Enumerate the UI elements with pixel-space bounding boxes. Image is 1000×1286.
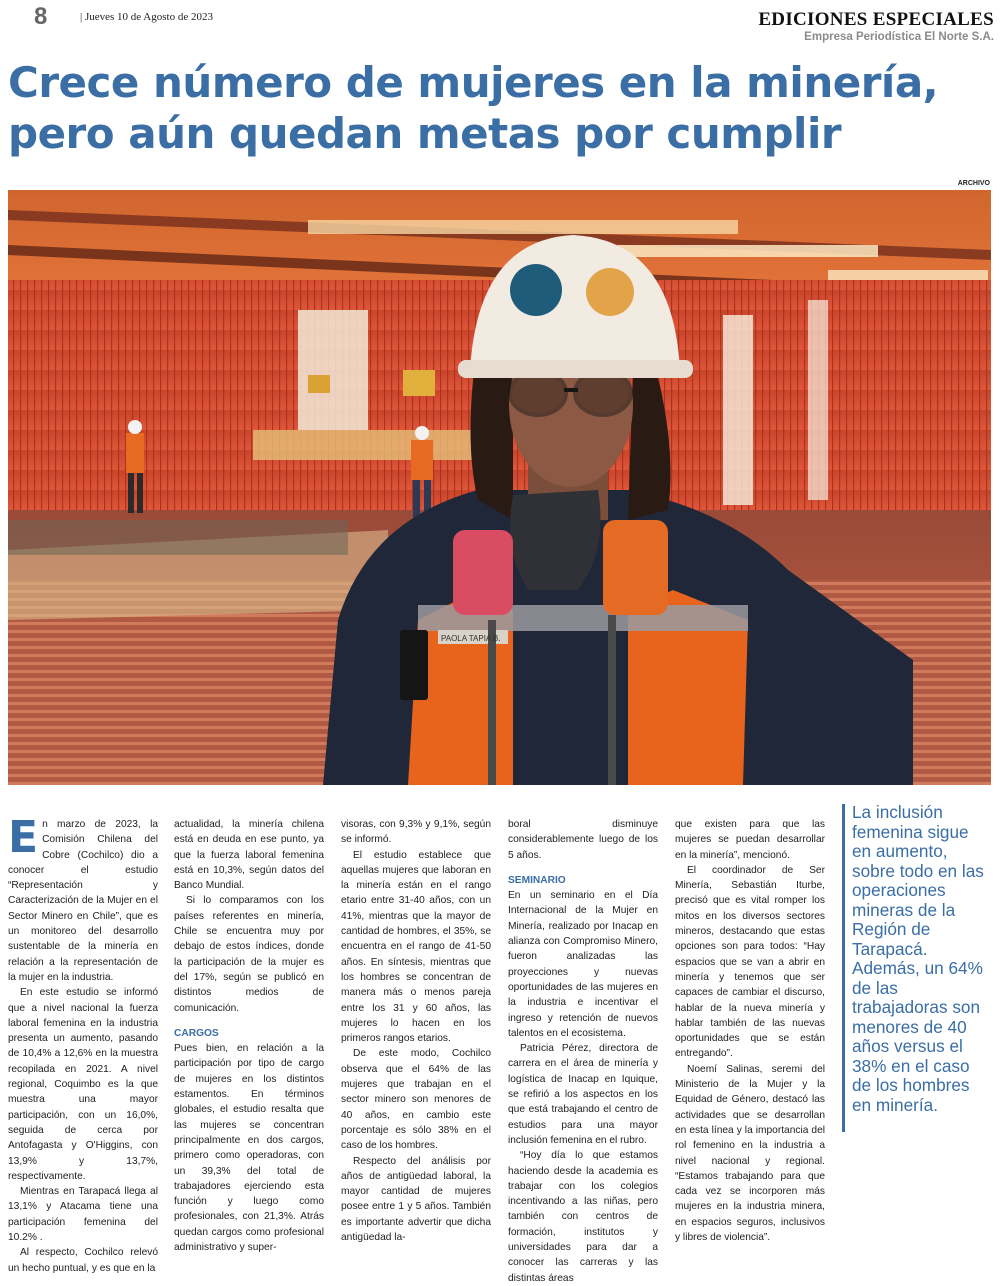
- issue-date: | Jueves 10 de Agosto de 2023: [80, 11, 213, 23]
- paragraph: Pues bien, en relación a la participación por tipo de cargo de mujeres en los distintos estamentos. En términos globales, el estudio resalta que las mujeres se concentran principalmente en dos cargos, primero como operadoras, con un 39,3% del total de trabajadores ejerciendo esta función y luego como profesionales, con 21,3%. Atrás quedan cargos como profesional administrativo y super-: [174, 1043, 324, 1254]
- page-number: 8: [34, 3, 48, 30]
- section-title: EDICIONES ESPECIALES: [758, 9, 994, 30]
- paragraph: El coordinador de Ser Minería, Sebastián Iturbe, precisó que es vital romper los mitos en los diversos sectores mineros, destacando que estas opciones son para todos: “Hay espacios que se van a abrir en minería y tenemos que ser capaces de cambiar el discurso, hablar de la nueva minería y hablar también de las nuevas oportunidades que se están entregando”.: [675, 864, 825, 1060]
- paragraph: “Hoy día lo que estamos haciendo desde la academia es trabajar con los colegios incentivando a las niñas, pero también con centros de formación, institutos y universidades para dar a conocer las carreras y las distintas áreas: [508, 1150, 658, 1284]
- pull-quote-rule: [842, 804, 845, 1132]
- paragraph: Mientras en Tarapacá llega al 13,1% y Atacama tiene una participación femenina del 10.2% .: [8, 1186, 158, 1244]
- paragraph: n marzo de 2023, la Comisión Chilena del Cobre (Cochilco) dio a conocer el estudio “Representación y Caracterización de la Mujer en el Sector Minero en Chile”, que es un monitoreo del desarrollo sustentable de la minería en relación a la representación de la mujer en la industria.: [8, 819, 158, 983]
- paragraph: En este estudio se informó que a nivel nacional la fuerza laboral femenina en la industria presenta un aumento, pasando de 10,4% a 12,6% en la muestra recopilada en 2021. A nivel regional, Coquimbo es la que muestra una mayor participación, con un 16,0%, seguida de cerca por Antofagasta y O'Higgins, con 13,9% y 13,7%, respectivamente.: [8, 987, 158, 1182]
- paragraph: En un seminario en el Día Internacional de la Mujer en Minería, realizado por Inacap en alianza con Compromiso Minero, fueron analizadas las proyecciones y nuevas oportunidades de las mujeres en la industria e incentivar el ingreso y retención de nuevos talentos en el ecosistema.: [508, 890, 658, 1039]
- pull-quote: La inclusión femenina sigue en aumento, sobre todo en las operaciones mineras de la Región de Tarapacá. Además, un 64% de las trabajadoras son menores de 40 años versus el 38% en el caso de los hombres en minería.: [852, 802, 984, 1115]
- article-column-2: [174, 817, 324, 1255]
- paragraph: Noemí Salinas, seremi del Ministerio de la Mujer y la Equidad de Género, destacó las actividades que se desarrollan en esta línea y la importancia del rol femenino en la industria a nivel nacional y regional. “Estamos trabajando para que cada vez se incorporen más mujeres en la industria minera, en espacios seguros, inclusivos y libres de violencia”.: [675, 1063, 825, 1244]
- subheading-seminario: SEMINARIO: [508, 874, 566, 886]
- paragraph: Patricia Pérez, directora de carrera en el área de minería y logística de Inacap en Iquique, se refirió a los aspectos en los que está trabajando el centro de estudios para una mayor inclusión femenina en el rubro.: [508, 1043, 658, 1146]
- paragraph: Si lo comparamos con los países referentes en minería, Chile se encuentra muy por debajo de estos índices, donde la participación de la mujer es del 17%, según se publicó en distintos medios de comunicación.: [174, 895, 324, 1014]
- paragraph: Al respecto, Cochilco relevó un hecho puntual, y es que en la: [8, 1247, 158, 1274]
- paragraph: que existen para que las mujeres se puedan desarrollar en la minería”, mencionó.: [675, 819, 825, 861]
- vest-name-tag: PAOLA TAPIA B.: [441, 634, 501, 643]
- article-column-4: [508, 817, 658, 1286]
- mine-worker-photo: [8, 190, 991, 785]
- headline-line-1: Crece número de mujeres en la minería,: [8, 58, 939, 107]
- paragraph: El estudio establece que aquellas mujeres que laboran en la minería están en el rango etario entre 31-40 años, con un 41%, mientras que la mayor de cantidad de hombres, el 35%, se encuentra en el rango de 41-50 años. En síntesis, mientras que los hombres se concentran de manera más o menos pareja entre los 31 y 60 años, las mujeres lo hacen en los primeros rangos etarios.: [341, 849, 491, 1045]
- paragraph: Respecto del análisis por años de antigüedad laboral, la mayor cantidad de mujeres posee entre 1 y 5 años. También es importante advertir que dicha antigüedad la-: [341, 1155, 491, 1244]
- paragraph: De este modo, Cochilco observa que el 64% de las mujeres que trabajan en el sector minero son menores de 40 años, en cambio este porcentaje es sólo 38% en el caso de los hombres.: [341, 1048, 491, 1152]
- article-column-1: [8, 812, 158, 1276]
- paragraph: boral disminuye considerablemente luego de los 5 años.: [508, 819, 658, 861]
- publisher-name: Empresa Periodística El Norte S.A.: [804, 31, 994, 43]
- article-column-5: [675, 817, 825, 1245]
- headline-line-2: pero aún quedan metas por cumplir: [8, 109, 842, 158]
- paragraph: visoras, con 9,3% y 9,1%, según se informó.: [341, 819, 491, 846]
- paragraph: actualidad, la minería chilena está en deuda en ese punto, ya que la fuerza laboral femenina está en 10,3%, según datos del Banco Mundial.: [174, 819, 324, 892]
- drop-cap: E: [8, 812, 39, 863]
- photo-credit: ARCHIVO: [957, 180, 990, 187]
- subheading-cargos: CARGOS: [174, 1027, 219, 1039]
- article-column-3: [341, 817, 491, 1245]
